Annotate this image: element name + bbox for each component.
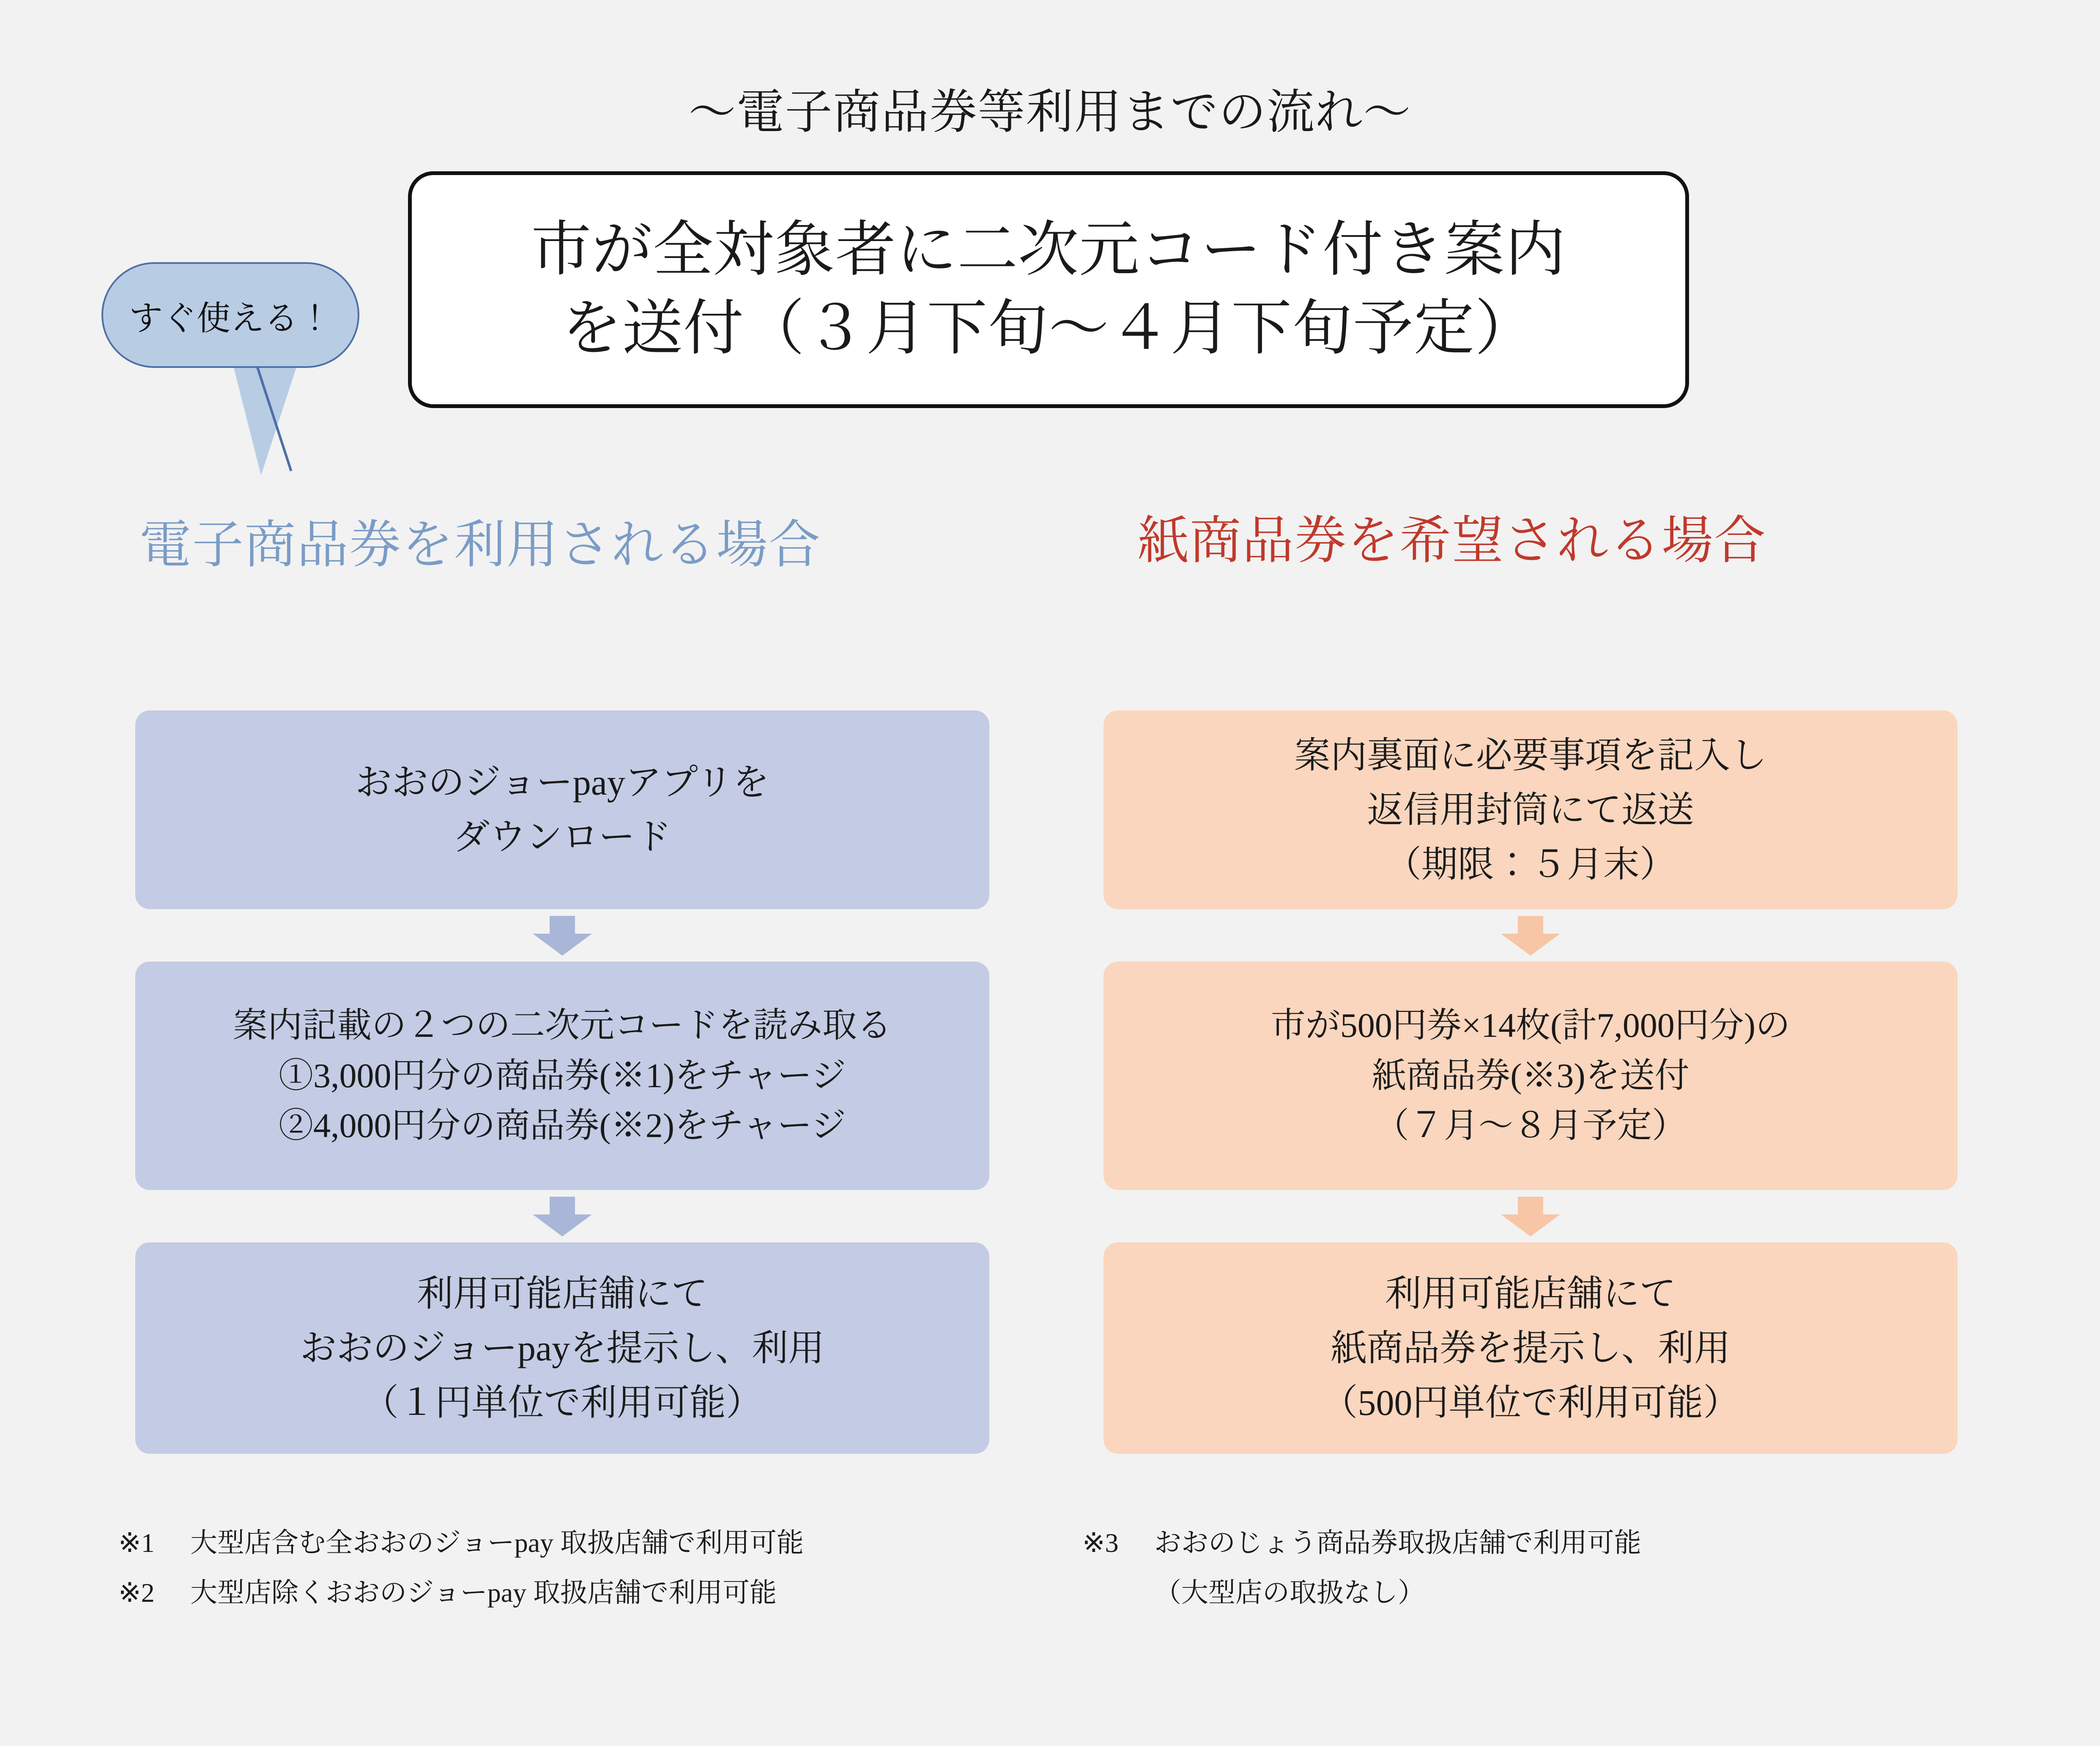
footnote-row bbox=[1082, 1568, 1641, 1618]
top-notice-box bbox=[408, 171, 1689, 408]
footnote-text: おおのじょう商品券取扱店舗で利用可能 bbox=[1154, 1528, 1641, 1558]
flow-step-line: 市が500円券×14枚(計7,000円分)の bbox=[1270, 1006, 1791, 1044]
speech-balloon-label: すぐ使える！ bbox=[129, 300, 332, 337]
flow-step-electronic-2 bbox=[135, 962, 989, 1190]
flow-step-line: 紙商品券(※3)を送付 bbox=[1372, 1056, 1689, 1095]
flow-step-line: おおのジョーpayを提示し、利用 bbox=[300, 1327, 825, 1368]
flow-step-line: 利用可能店舗にて bbox=[417, 1273, 708, 1314]
footnote-mark: ※2 bbox=[118, 1578, 155, 1608]
column-heading-paper: 紙商品券を希望される場合 bbox=[1137, 513, 1766, 570]
flow-arrow-down-icon bbox=[533, 916, 592, 955]
flow-step-line: 紙商品券を提示し、利用 bbox=[1331, 1327, 1730, 1368]
flow-step-electronic-1 bbox=[135, 710, 989, 909]
flow-step-line: （１円単位で利用可能） bbox=[362, 1382, 762, 1423]
flow-column-electronic bbox=[135, 710, 989, 1454]
flow-step-line: （期限：５月末） bbox=[1385, 844, 1676, 885]
flow-step-electronic-3 bbox=[135, 1242, 989, 1454]
flow-column-paper bbox=[1103, 710, 1958, 1454]
footnote-row bbox=[118, 1568, 804, 1618]
footnote-mark: ※3 bbox=[1082, 1528, 1119, 1558]
footnote-row bbox=[1082, 1518, 1641, 1568]
footnote-text: 大型店除くおおのジョーpay 取扱店舗で利用可能 bbox=[190, 1578, 777, 1608]
flow-arrow-down-icon bbox=[1501, 1197, 1560, 1236]
footnote-row bbox=[118, 1518, 804, 1568]
speech-balloon bbox=[101, 262, 359, 368]
page-title: ～電子商品券等利用までの流れ～ bbox=[688, 86, 1412, 139]
flow-step-line: ①3,000円分の商品券(※1)をチャージ bbox=[278, 1056, 846, 1095]
flow-arrow-down-icon bbox=[1501, 916, 1560, 955]
flow-step-line: 案内記載の２つの二次元コードを読み取る bbox=[233, 1006, 892, 1044]
flow-step-line: 利用可能店舗にて bbox=[1385, 1273, 1676, 1314]
top-notice-line-2: を送付（３月下旬～４月下旬予定） bbox=[561, 295, 1536, 362]
flow-step-line: （７月～８月予定） bbox=[1374, 1106, 1687, 1145]
flow-step-paper-3 bbox=[1103, 1242, 1958, 1454]
footnote-text: 大型店含む全おおのジョーpay 取扱店舗で利用可能 bbox=[190, 1528, 804, 1558]
flow-arrow-down-icon bbox=[533, 1197, 592, 1236]
footnotes-electronic bbox=[118, 1518, 804, 1618]
column-heading-electronic: 電子商品券を利用される場合 bbox=[140, 517, 821, 574]
footnote-text: （大型店の取扱なし） bbox=[1154, 1578, 1425, 1608]
footnotes-paper bbox=[1082, 1518, 1641, 1618]
footnote-mark: ※1 bbox=[118, 1528, 155, 1558]
flow-step-line: 案内裏面に必要事項を記入し bbox=[1294, 735, 1767, 776]
flow-step-paper-2 bbox=[1103, 962, 1958, 1190]
flow-step-paper-1 bbox=[1103, 710, 1958, 909]
flow-step-line: ②4,000円分の商品券(※2)をチャージ bbox=[278, 1106, 846, 1145]
top-notice-line-1: 市が全対象者に二次元コード付き案内 bbox=[531, 217, 1566, 284]
flow-step-line: （500円単位で利用可能） bbox=[1321, 1382, 1740, 1423]
flow-step-line: 返信用封筒にて返送 bbox=[1367, 789, 1694, 830]
flow-step-line: ダウンロード bbox=[453, 817, 671, 857]
flow-step-line: おおのジョーpayアプリを bbox=[355, 762, 769, 803]
